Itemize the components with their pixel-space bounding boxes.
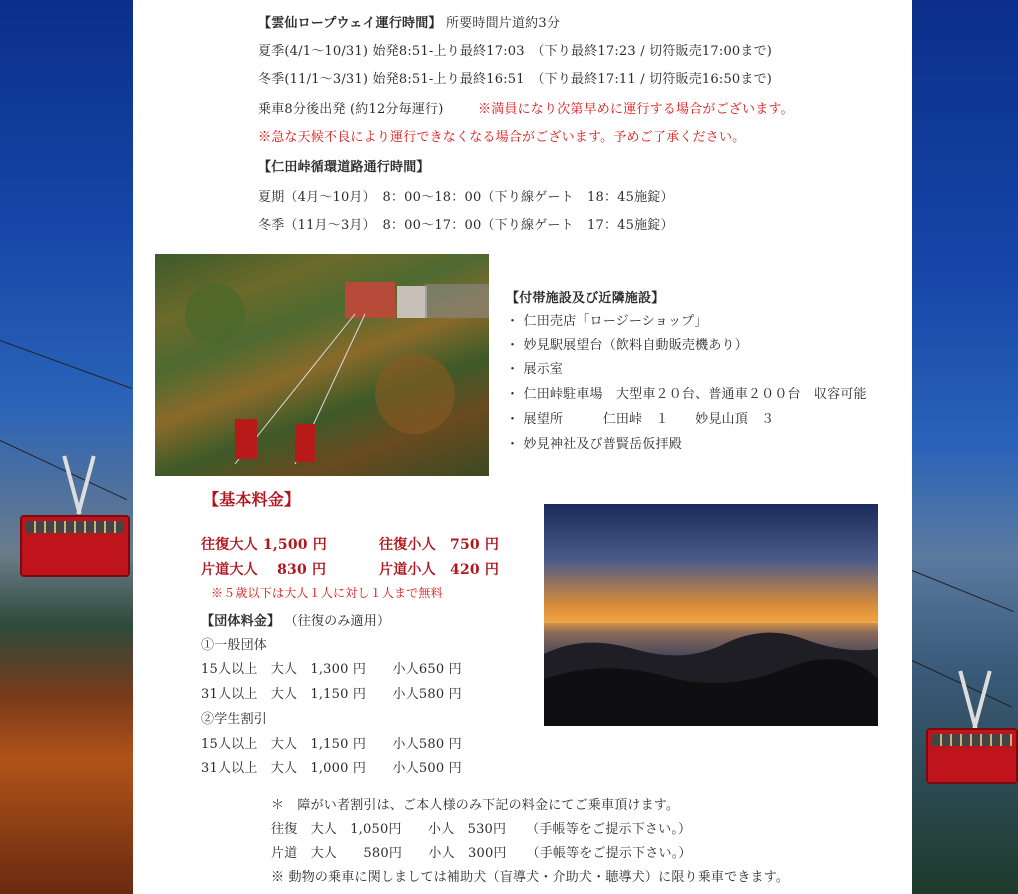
group-general-15: 15人以上 大人 1,300 円 小人650 円 bbox=[201, 662, 462, 677]
hours-summer: 夏季(4/1～10/31) 始発8:51-上り最終17:03 （下り最終17:23 / 切符販売17:00まで) bbox=[258, 44, 773, 59]
facilities-title: 【付帯施設及び近隣施設】 bbox=[506, 291, 665, 306]
free-note: ※５歳以下は大人１人に対し１人まで無料 bbox=[211, 586, 443, 600]
ropeway-station-photo bbox=[155, 254, 489, 476]
fare-round-child: 往復小人 750 円 bbox=[379, 537, 500, 553]
disability-oneway: 片道 大人 580円 小人 300円 （手帳等をご提示下さい。） bbox=[271, 846, 692, 861]
facility-item: ・ 仁田売店「ロージーショップ」 bbox=[506, 314, 708, 329]
full-note: ※満員になり次第早めに運行する場合がございます。 bbox=[478, 102, 794, 117]
info-panel bbox=[133, 0, 912, 894]
sunset-photo bbox=[544, 504, 878, 726]
gondola-left-image bbox=[20, 455, 132, 580]
gondola-right-image bbox=[926, 670, 1018, 788]
disability-round: 往復 大人 1,050円 小人 530円 （手帳等をご提示下さい。） bbox=[271, 822, 692, 837]
facility-item: ・ 展示室 bbox=[506, 362, 564, 377]
group-general-31: 31人以上 大人 1,150 円 小人580 円 bbox=[201, 687, 462, 702]
left-background-scenery bbox=[0, 0, 133, 894]
group-title: 【団体料金】 bbox=[201, 614, 281, 629]
disability-note: ＊ 障がい者割引は、ご本人様のみ下記の料金にてご乗車頂けます。 bbox=[271, 798, 680, 813]
hours-title: 【雲仙ロープウェイ運行時間】 bbox=[258, 16, 442, 31]
road-winter: 冬季（11月～3月） 8：00～17：00（下り線ゲート 17：45施錠） bbox=[258, 218, 674, 233]
road-summer: 夏期（4月～10月） 8：00～18：00（下り線ゲート 18：45施錠） bbox=[258, 190, 674, 205]
weather-note: ※急な天候不良により運行できなくなる場合がございます。予めご了承ください。 bbox=[258, 130, 746, 145]
hours-header bbox=[258, 12, 560, 31]
facility-item: ・ 妙見神社及び普賢岳仮拝殿 bbox=[506, 437, 682, 452]
group-header bbox=[201, 610, 390, 629]
fares-title: 【基本料金】 bbox=[203, 490, 301, 509]
group-student-31: 31人以上 大人 1,000 円 小人500 円 bbox=[201, 761, 462, 776]
facility-item: ・ 仁田峠駐車場 大型車２０台、普通車２００台 収容可能 bbox=[506, 387, 867, 402]
hours-subtitle: 所要時間片道約3分 bbox=[445, 16, 561, 31]
group-student-label: ②学生割引 bbox=[201, 712, 268, 727]
facility-item: ・ 展望所 仁田峠 １ 妙見山頂 ３ bbox=[506, 412, 775, 427]
road-title: 【仁田峠循環道路通行時間】 bbox=[258, 160, 430, 175]
hours-interval: 乗車8分後出発 (約12分毎運行) bbox=[258, 102, 444, 117]
animal-note: ※ 動物の乗車に関しましては補助犬（盲導犬・介助犬・聴導犬）に限り乗車できます。 bbox=[271, 870, 790, 885]
group-title-note: （往復のみ適用） bbox=[284, 614, 391, 629]
group-student-15: 15人以上 大人 1,150 円 小人580 円 bbox=[201, 737, 462, 752]
facility-item: ・ 妙見駅展望台（飲料自動販売機あり） bbox=[506, 338, 748, 353]
ropeway-photo-art bbox=[155, 254, 489, 476]
fare-oneway-child: 片道小人 420 円 bbox=[379, 562, 500, 578]
fare-round-adult: 往復大人 1,500 円 bbox=[201, 537, 327, 553]
hours-winter: 冬季(11/1～3/31) 始発8:51-上り最終16:51 （下り最終17:11 / 切符販売16:50まで) bbox=[258, 72, 773, 87]
fare-oneway-adult: 片道大人 830 円 bbox=[201, 562, 327, 578]
sunset-photo-art bbox=[544, 504, 878, 726]
group-general-label: ①一般団体 bbox=[201, 638, 268, 653]
